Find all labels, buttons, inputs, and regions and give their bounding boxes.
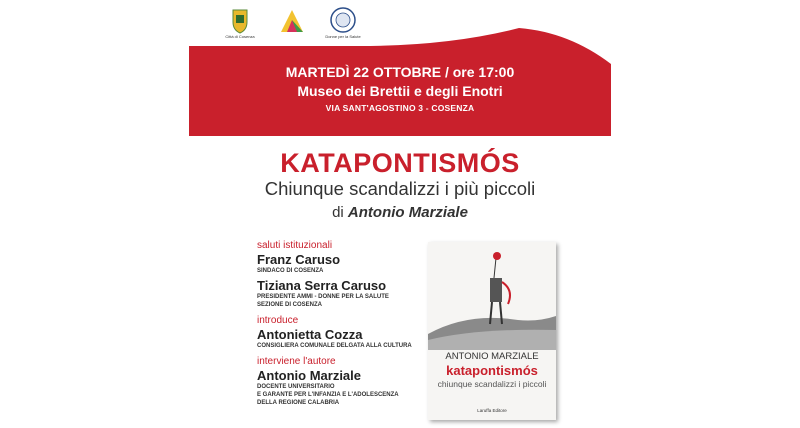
cover-title: katapontismós xyxy=(446,363,538,378)
speaker-name: Tiziana Serra Caruso xyxy=(257,278,387,293)
speaker-desc: DELLA REGIONE CALABRIA xyxy=(257,400,340,406)
program-role: saluti istituzionali xyxy=(257,240,333,251)
book-subtitle: Chiunque scandalizzi i più piccoli xyxy=(264,178,536,199)
red-banner xyxy=(189,28,611,136)
program-entry xyxy=(257,315,432,350)
event-date-time: MARTEDÌ 22 OTTOBRE / ore 17:00 xyxy=(285,64,515,80)
cover-author: ANTONIO MARZIALE xyxy=(445,351,539,362)
speaker-name: Franz Caruso xyxy=(257,252,341,267)
speaker-desc: DOCENTE UNIVERSITARIO xyxy=(257,384,335,390)
speaker-desc: SEZIONE DI COSENZA xyxy=(257,302,323,308)
event-venue: Museo dei Brettii e degli Enotri xyxy=(297,83,503,99)
program-role: introduce xyxy=(257,315,299,326)
cover-publisher: Laruffa Editore xyxy=(477,408,507,413)
speaker-desc: E GARANTE PER L'INFANZIA E L'ADOLESCENZA xyxy=(257,392,399,398)
by-prefix: di xyxy=(332,204,344,221)
ammi-logo-caption: Donne per la Salute xyxy=(325,34,361,39)
speaker-desc: CONSIGLIERA COMUNALE DELGATA ALLA CULTURA xyxy=(257,343,412,349)
speaker-name: Antonio Marziale xyxy=(257,368,362,383)
event-poster xyxy=(189,0,611,428)
book-title-heading: KATAPONTISMÓS xyxy=(280,148,520,178)
city-logo-caption: Città di Cosenza xyxy=(225,34,255,39)
program-role: interviene l'autore xyxy=(257,356,336,367)
book-author-line xyxy=(189,204,611,221)
speaker-desc: PRESIDENTE AMMI - DONNE PER LA SALUTE xyxy=(257,294,389,300)
cover-illustration xyxy=(428,242,556,350)
program-entry xyxy=(257,356,432,407)
cover-subtitle: chiunque scandalizzi i piccoli xyxy=(437,379,547,389)
book-cover xyxy=(428,242,556,420)
program-list xyxy=(257,240,432,407)
speaker-desc: SINDACO DI COSENZA xyxy=(257,268,324,274)
book-author: Antonio Marziale xyxy=(347,204,468,221)
program-entry xyxy=(257,278,432,309)
speaker-name: Antonietta Cozza xyxy=(257,327,363,342)
event-address: VIA SANT'AGOSTINO 3 - COSENZA xyxy=(325,103,475,113)
program-entry xyxy=(257,240,432,275)
